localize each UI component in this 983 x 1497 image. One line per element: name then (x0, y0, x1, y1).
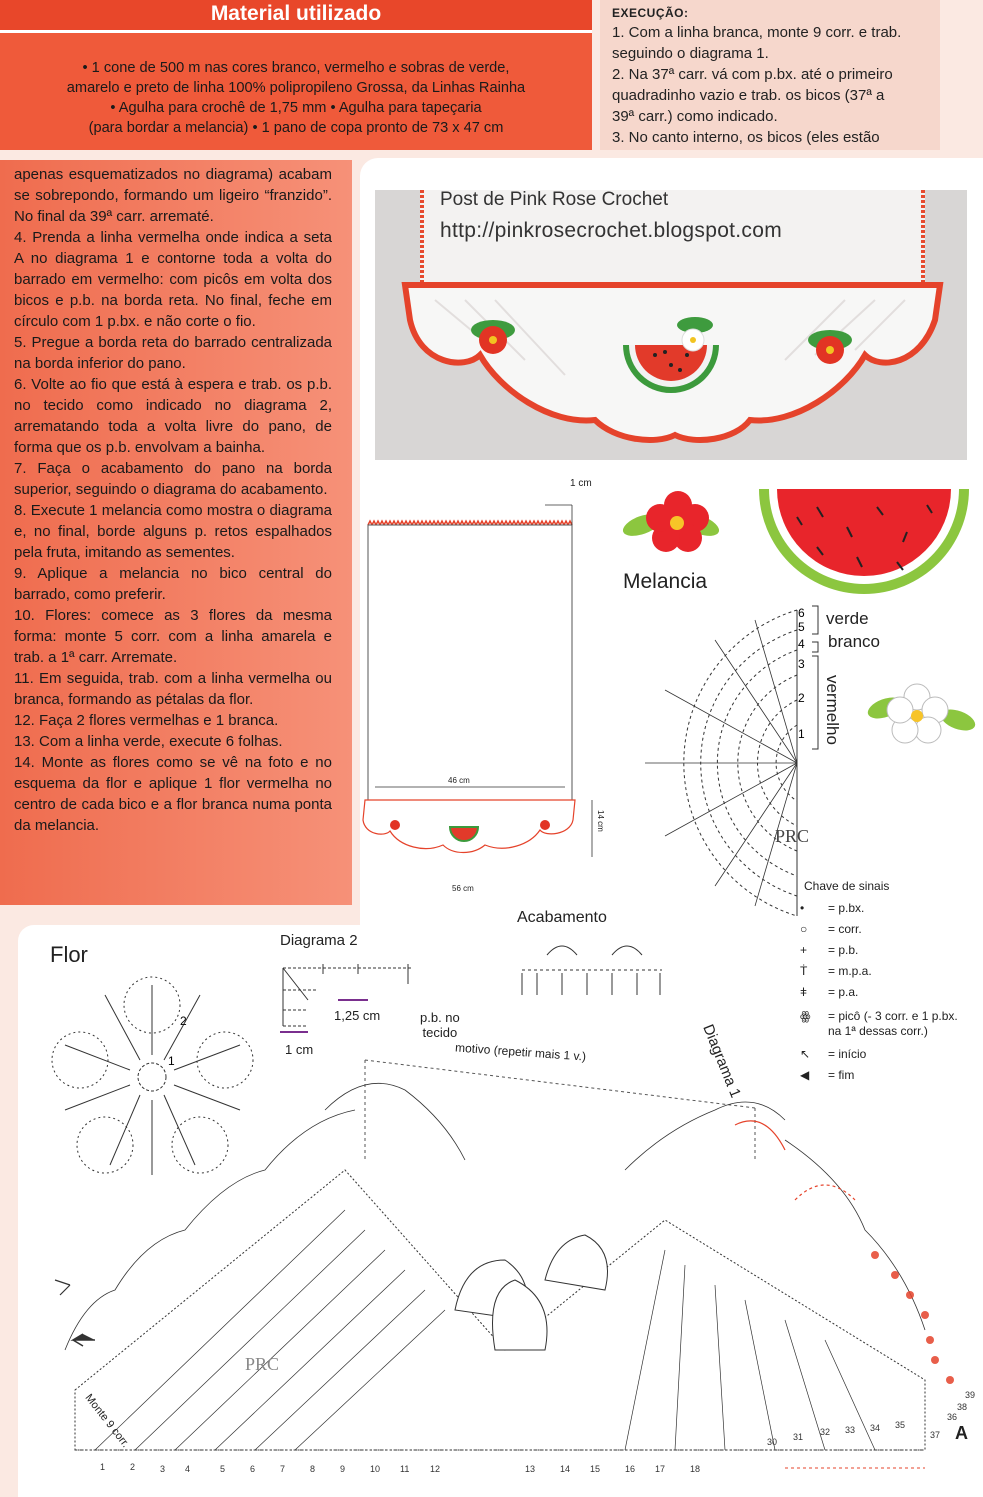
execucao-line: 3. No canto interno, os bicos (eles estão (612, 129, 880, 146)
row-number: 7 (280, 1464, 286, 1474)
diagrama2-dim1: 1,25 cm (334, 1008, 381, 1023)
material-line: (para bordar a melancia) • 1 pano de copa pronto de 73 x 47 cm (88, 120, 504, 136)
row-number: 30 (767, 1437, 778, 1447)
material-title: Material utilizado (210, 2, 382, 25)
key-row: ꙮ = picô (- 3 corr. e 1 p.bx. (800, 1009, 958, 1023)
row-number: 17 (655, 1464, 666, 1474)
dim-width: 46 cm (448, 776, 470, 785)
row-number: 39 (965, 1390, 976, 1400)
row-number: 38 (957, 1402, 968, 1412)
execucao-line: 39ª carr.) como indicado. (612, 108, 778, 125)
melancia-vermelho: vermelho (823, 675, 842, 745)
towel-schematic (355, 475, 615, 905)
row-number: 37 (930, 1430, 941, 1440)
stitch-symbol-icon: ꙮ (800, 1009, 811, 1023)
diagrama2-note: p.b. no tecido (420, 1010, 460, 1040)
material-list (10, 58, 582, 138)
execucao-title: EXECUÇÃO: (612, 6, 689, 20)
diagrama2-dim2: 1 cm (285, 1042, 314, 1057)
row-number: 16 (625, 1464, 636, 1474)
execucao-line: quadradinho vazio e trab. os bicos (37ª a (612, 87, 885, 104)
melancia-title: Melancia (623, 570, 708, 593)
diagrama1-chart (25, 1050, 983, 1490)
instruction-paragraph: 5. Pregue a borda reta do barrado centralizada na borda inferior do pano. (14, 334, 332, 372)
row-number: 5 (220, 1464, 226, 1474)
melancia-branco: branco (828, 632, 880, 651)
instruction-paragraph: 10. Flores: comece as 3 flores da mesma forma: monte 5 corr. com a linha amarela e trab. a 1ª carr. Arremate. (14, 607, 332, 666)
diagrama1-title: Diagrama 1 (699, 1022, 745, 1101)
instruction-paragraph: 6. Volte ao fio que está à espera e trab. os p.b. no tecido como indicado no diagrama 2, arrematando toda a volta livre do pano, de forma que os p.b. envolvam a bainha. (14, 376, 332, 456)
key-row: • = p.bx. (800, 898, 958, 919)
start-arrow-icon: ↖ (800, 1047, 811, 1061)
row-number: 13 (525, 1464, 536, 1474)
row-number: 2 (130, 1462, 136, 1472)
instruction-paragraph: apenas esquematizados no diagrama) acabam se sobrepondo, formando um ligeiro “franzido”. No final da 39ª carr. arrematé. (14, 166, 332, 225)
key-row: ↖ = início (800, 1044, 958, 1065)
instruction-paragraph: 11. Em seguida, trab. com a linha vermelha ou branca, formando as pétalas da flor. (14, 670, 332, 708)
row-number: 11 (400, 1464, 410, 1474)
white-flower-icon (865, 680, 980, 755)
row-label: 6 (798, 606, 805, 620)
execucao-line: 2. Na 37ª carr. vá com p.bx. até o primeiro (612, 66, 893, 83)
stitch-symbol-icon: + (800, 943, 808, 957)
row-label: 4 (798, 637, 805, 651)
row-number: 6 (250, 1464, 256, 1474)
row-number: 1 (100, 1462, 106, 1472)
row-number: 14 (560, 1464, 571, 1474)
row-number: 18 (690, 1464, 701, 1474)
key-row: + = p.b. (800, 940, 958, 961)
instruction-paragraph: 14. Monte as flores como se vê na foto e no esquema da flor e aplique 1 flor vermelha no centro de cada bico e a flor branca numa ponta da melancia. (14, 754, 332, 834)
instruction-paragraph: 9. Aplique a melancia no bico central do barrado, como preferir. (14, 565, 332, 603)
stitch-symbol-icon: • (800, 901, 805, 915)
red-flower-icon (620, 485, 720, 565)
arrow-a-label: A (955, 1423, 968, 1443)
instruction-paragraph: 4. Prenda a linha vermelha onde indica a seta A no diagrama 1 e contorne toda a volta do barrado em vermelho: com picôs em volta dos bicos e p.b. na borda reta. No final, feche em círculo com 1 p.bx. e não corte o fio. (14, 229, 332, 330)
flor-row-1: 1 (168, 1054, 175, 1068)
row-number: 33 (845, 1425, 856, 1435)
diagrama2-title: Diagrama 2 (280, 932, 358, 949)
stitch-symbol-icon: ǂ (800, 985, 808, 999)
key-row: ǂ = p.a. (800, 982, 958, 1003)
row-label: 2 (798, 691, 805, 705)
key-row: na 1ª dessas corr.) (828, 1024, 928, 1038)
key-row: ○ = corr. (800, 919, 958, 940)
row-number: 32 (820, 1427, 831, 1437)
instruction-paragraph: 8. Execute 1 melancia como mostra o diagrama e, no final, borde alguns p. retos espalhados pela fruta, imitando as sementes. (14, 502, 332, 561)
material-line: • 1 cone de 500 m nas cores branco, vermelho e sobras de verde, (82, 60, 510, 76)
row-number: 10 (370, 1464, 381, 1474)
key-row: ◀ = fim (800, 1065, 958, 1086)
melancia-verde: verde (826, 609, 869, 628)
execucao-line: seguindo o diagrama 1. (612, 45, 769, 62)
monte-label: Monte 9 corr. (82, 1392, 132, 1450)
end-arrow-icon: ◀ (800, 1068, 810, 1082)
watermelon-icon (757, 487, 972, 597)
dim-height: 14 cm (596, 810, 605, 832)
acabamento-title: Acabamento (517, 909, 607, 926)
execucao-text (612, 22, 930, 148)
melancia-watermark: PRC (775, 826, 810, 846)
stitch-symbol-icon: Ṫ (800, 964, 808, 978)
acabamento-diagram (517, 935, 667, 1000)
row-number: 12 (430, 1464, 441, 1474)
motivo-label: motivo (repetir mais 1 v.) (454, 1040, 587, 1064)
material-line: amarelo e preto de linha 100% polipropileno Grossa, da Linhas Rainha (66, 80, 526, 96)
row-number: 36 (947, 1412, 958, 1422)
instruction-paragraph: 7. Faça o acabamento do pano na borda superior, seguindo o diagrama do acabamento. (14, 460, 332, 498)
row-label: 3 (798, 657, 805, 671)
photo-credit: Post de Pink Rose Crochet (440, 189, 669, 210)
row-number: 34 (870, 1423, 881, 1433)
diagrama1-watermark: PRC (245, 1354, 280, 1374)
row-number: 3 (160, 1464, 166, 1474)
dim-total: 56 cm (452, 884, 474, 893)
row-number: 9 (340, 1464, 346, 1474)
material-line: • Agulha para crochê de 1,75 mm • Agulha para tapeçaria (110, 100, 482, 116)
row-number: 31 (793, 1432, 804, 1442)
instruction-paragraph: 13. Com a linha verde, execute 6 folhas. (14, 733, 283, 750)
row-number: 15 (590, 1464, 601, 1474)
instructions-text (14, 164, 332, 836)
row-label: 5 (798, 620, 805, 634)
row-number: 4 (185, 1464, 191, 1474)
row-number: 35 (895, 1420, 906, 1430)
dim-top: 1 cm (570, 478, 592, 489)
row-label: 1 (798, 727, 805, 741)
flor-title: Flor (50, 942, 88, 967)
row-number: 8 (310, 1464, 316, 1474)
stitch-symbol-icon: ○ (800, 922, 808, 936)
instruction-paragraph: 12. Faça 2 flores vermelhas e 1 branca. (14, 712, 279, 729)
execucao-line: 1. Com a linha branca, monte 9 corr. e trab. (612, 24, 902, 41)
key-row: Ṫ = m.p.a. (800, 961, 958, 982)
flor-row-2: 2 (180, 1014, 187, 1028)
photo-url: http://pinkrosecrochet.blogspot.com (440, 219, 783, 242)
key-title: Chave de sinais (804, 879, 890, 893)
